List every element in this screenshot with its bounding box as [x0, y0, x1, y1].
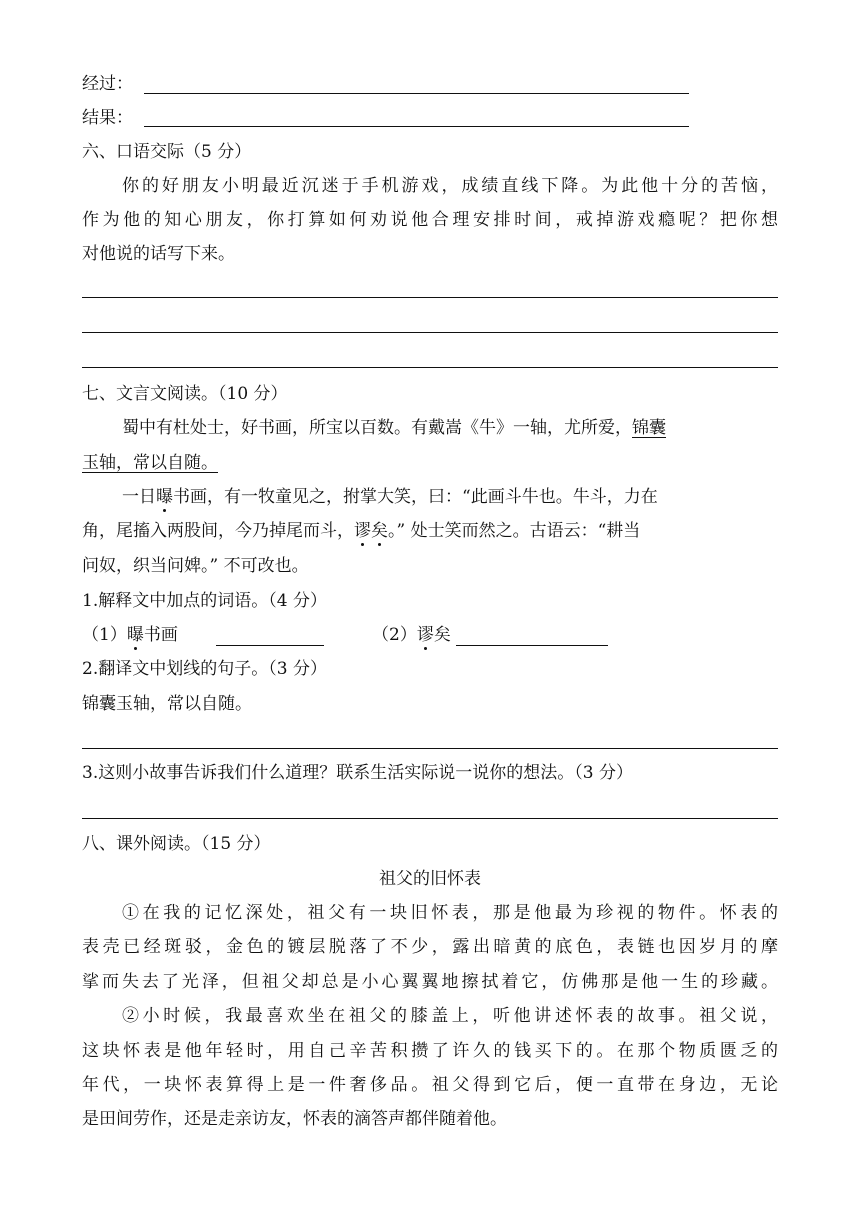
dotted-word-miu: 谬 — [354, 521, 371, 541]
dotted-word-pu: 曝 — [126, 625, 144, 645]
s7-text-line-3 — [122, 489, 658, 506]
q1-item-1-answer-line[interactable] — [216, 645, 324, 646]
s7-text-line-5: 问奴，织当问婢。” 不可改也。 — [82, 556, 309, 576]
s7-text-plain: 角，尾搐入两股间，今乃掉尾而斗， — [82, 521, 354, 541]
dotted-word-yi: 矣 — [371, 521, 388, 541]
passage-p1-line-1: ①在我的记忆深处，祖父有一块旧怀表，那是他最为珍视的物件。怀表的 — [122, 903, 778, 923]
passage-p1-line-3: 挲而失去了光泽，但祖父却总是小心翼翼地擦拭着它，仿佛那是他一生的珍藏。 — [82, 972, 778, 992]
s6-answer-line-2[interactable] — [82, 332, 778, 333]
s6-answer-line-1[interactable] — [82, 297, 778, 298]
section-8-heading: 八、课外阅读。（15 分） — [82, 834, 271, 854]
q1-item-text: 书画 — [143, 625, 178, 645]
s6-answer-line-3[interactable] — [82, 367, 778, 368]
q1-item-number: （1） — [82, 625, 127, 645]
q1-item-2-answer-line[interactable] — [456, 645, 608, 646]
q2-answer-line[interactable] — [82, 748, 778, 749]
s7-text-plain: 书画，有一牧童见之，拊掌大笑，曰：“此画斗牛也。牛斗，力在 — [173, 487, 658, 507]
section-6-heading: 六、口语交际（5 分） — [82, 142, 252, 162]
passage-p1-line-2: 表壳已经斑驳，金色的镀层脱落了不少，露出暗黄的底色，表链也因岁月的摩 — [82, 937, 778, 957]
s7-text-line-1-plain: 蜀中有杜处士，好书画，所宝以百数。有戴嵩《牛》一轴，尤所爱， — [122, 418, 632, 438]
q1-item-text: 矣 — [433, 625, 451, 645]
section-7-heading: 七、文言文阅读。（10 分） — [82, 384, 288, 404]
s7-q1-item-1 — [82, 627, 178, 644]
passage-p2-line-2: 这块怀表是他年轻时，用自己辛苦积攒了许久的钱买下的。在那个物质匮乏的 — [82, 1041, 778, 1061]
s7-q2-sentence: 锦囊玉轴，常以自随。 — [82, 694, 252, 714]
passage-p2-line-3: 年代，一块怀表算得上是一件奢侈品。祖父得到它后，便一直带在身边，无论 — [82, 1075, 778, 1095]
underlined-sentence-part-1: 锦囊 — [632, 418, 666, 438]
underlined-sentence-part-2: 玉轴，常以自随。 — [82, 453, 218, 473]
s7-text-line-1 — [122, 420, 666, 437]
s7-text-plain: 一日 — [122, 487, 156, 507]
passage-p2-line-4: 是田间劳作，还是走亲访友，怀表的滴答声都伴随着他。 — [82, 1109, 507, 1129]
s6-paragraph-line-3: 对他说的话写下来。 — [82, 244, 235, 264]
q1-item-number: （2） — [372, 625, 417, 645]
s7-text-line-4 — [82, 523, 640, 540]
dotted-word-pu: 曝 — [156, 487, 173, 507]
s7-text-plain: 。” 处士笑而然之。古语云：“耕当 — [388, 521, 641, 541]
jieguo-answer-line[interactable] — [144, 126, 689, 127]
s7-q1-item-2 — [372, 627, 451, 644]
jieguo-label: 结果： — [82, 108, 133, 128]
dotted-word-miu: 谬 — [416, 625, 434, 645]
passage-p2-line-1: ②小时候，我最喜欢坐在祖父的膝盖上，听他讲述怀表的故事。祖父说， — [122, 1006, 778, 1026]
s7-question-3: 3.这则小故事告诉我们什么道理？联系生活实际说一说你的想法。（3 分） — [82, 763, 633, 783]
s7-question-1: 1.解释文中加点的词语。（4 分） — [82, 591, 327, 611]
s7-question-2: 2.翻译文中划线的句子。（3 分） — [82, 659, 327, 679]
s6-paragraph-line-1: 你的好朋友小明最近沉迷于手机游戏，成绩直线下降。为此他十分的苦恼， — [122, 176, 778, 196]
s6-paragraph-line-2: 作为他的知心朋友，你打算如何劝说他合理安排时间，戒掉游戏瘾呢？把你想 — [82, 210, 778, 230]
q3-answer-line[interactable] — [82, 818, 778, 819]
jingguo-answer-line[interactable] — [144, 93, 689, 94]
passage-title: 祖父的旧怀表 — [379, 869, 481, 889]
jingguo-label: 经过： — [82, 74, 133, 94]
